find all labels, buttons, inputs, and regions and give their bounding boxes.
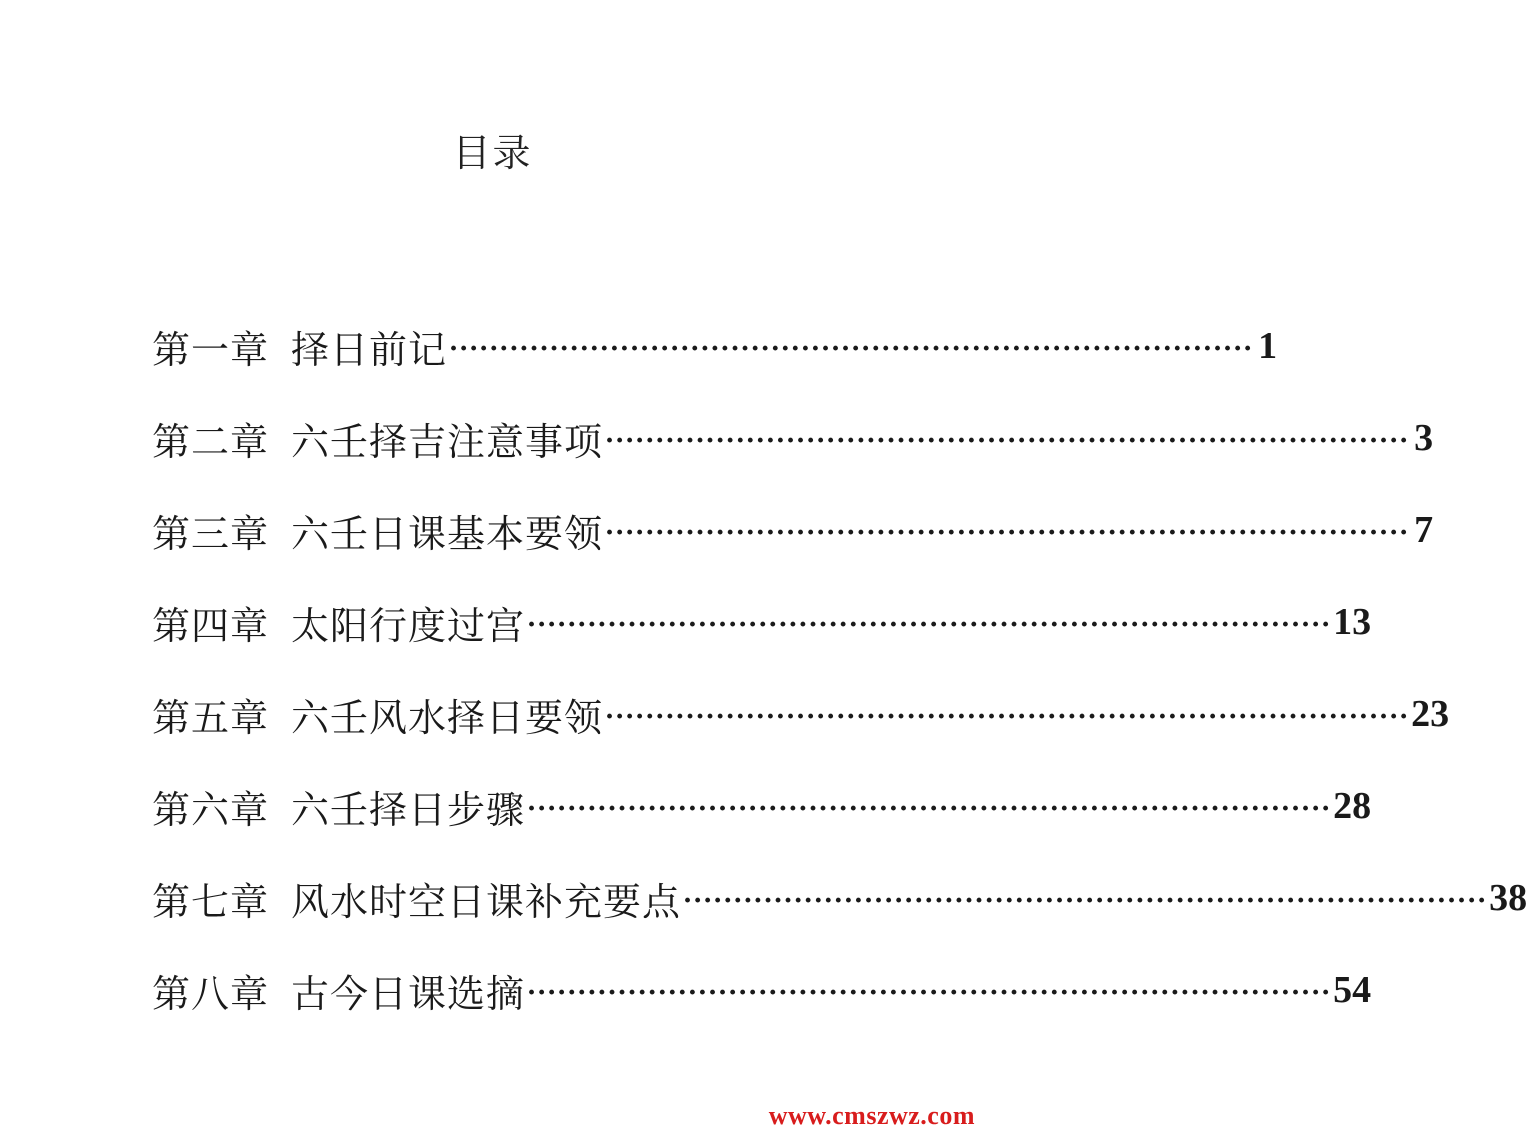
page-number: 3	[1414, 417, 1434, 459]
chapter-number: 第六章	[152, 787, 270, 832]
dot-leader: ················································································	[527, 794, 1332, 824]
page-number: 28	[1333, 785, 1372, 827]
toc-entry	[152, 300, 1278, 392]
chapter-title: 风水时空日课补充要点	[291, 879, 682, 924]
toc-entry	[152, 944, 1372, 1036]
toc-entry	[152, 392, 1434, 484]
chapter-number: 第四章	[152, 603, 270, 648]
page-number: 7	[1414, 509, 1434, 551]
page-number: 1	[1258, 325, 1278, 367]
dot-leader: ················································································	[683, 886, 1488, 916]
page-number: 54	[1333, 969, 1372, 1011]
chapter-number: 第七章	[152, 879, 270, 924]
chapter-number: 第五章	[152, 695, 270, 740]
toc-entry	[152, 668, 1450, 760]
page-number: 23	[1411, 693, 1450, 735]
chapter-title: 择日前记	[291, 327, 448, 372]
chapter-number: 第二章	[152, 419, 270, 464]
toc-entry	[152, 484, 1434, 576]
page-title: 目录	[452, 131, 533, 175]
dot-leader: ················································································	[605, 702, 1410, 732]
watermark: www.cmszwz.com	[768, 1101, 975, 1130]
dot-leader: ················································································	[605, 518, 1410, 548]
chapter-number: 第三章	[152, 511, 270, 556]
chapter-title: 六壬日课基本要领	[291, 511, 604, 556]
chapter-title: 太阳行度过宫	[291, 603, 526, 648]
chapter-number: 第八章	[152, 971, 270, 1016]
dot-leader: ················································································	[605, 426, 1410, 456]
toc-entry	[152, 576, 1372, 668]
chapter-title: 六壬风水择日要领	[291, 695, 604, 740]
dot-leader: ················································································	[449, 334, 1254, 364]
chapter-title: 古今日课选摘	[291, 971, 526, 1016]
chapter-title: 六壬择日步骤	[291, 787, 526, 832]
toc-entry	[152, 760, 1372, 852]
dot-leader: ················································································	[527, 610, 1332, 640]
toc-entry	[152, 852, 1527, 944]
table-of-contents	[152, 300, 1527, 1036]
chapter-title: 六壬择吉注意事项	[291, 419, 604, 464]
dot-leader: ················································································	[527, 978, 1332, 1008]
page-number: 13	[1333, 601, 1372, 643]
chapter-number: 第一章	[152, 327, 270, 372]
page-number: 38	[1489, 877, 1527, 919]
